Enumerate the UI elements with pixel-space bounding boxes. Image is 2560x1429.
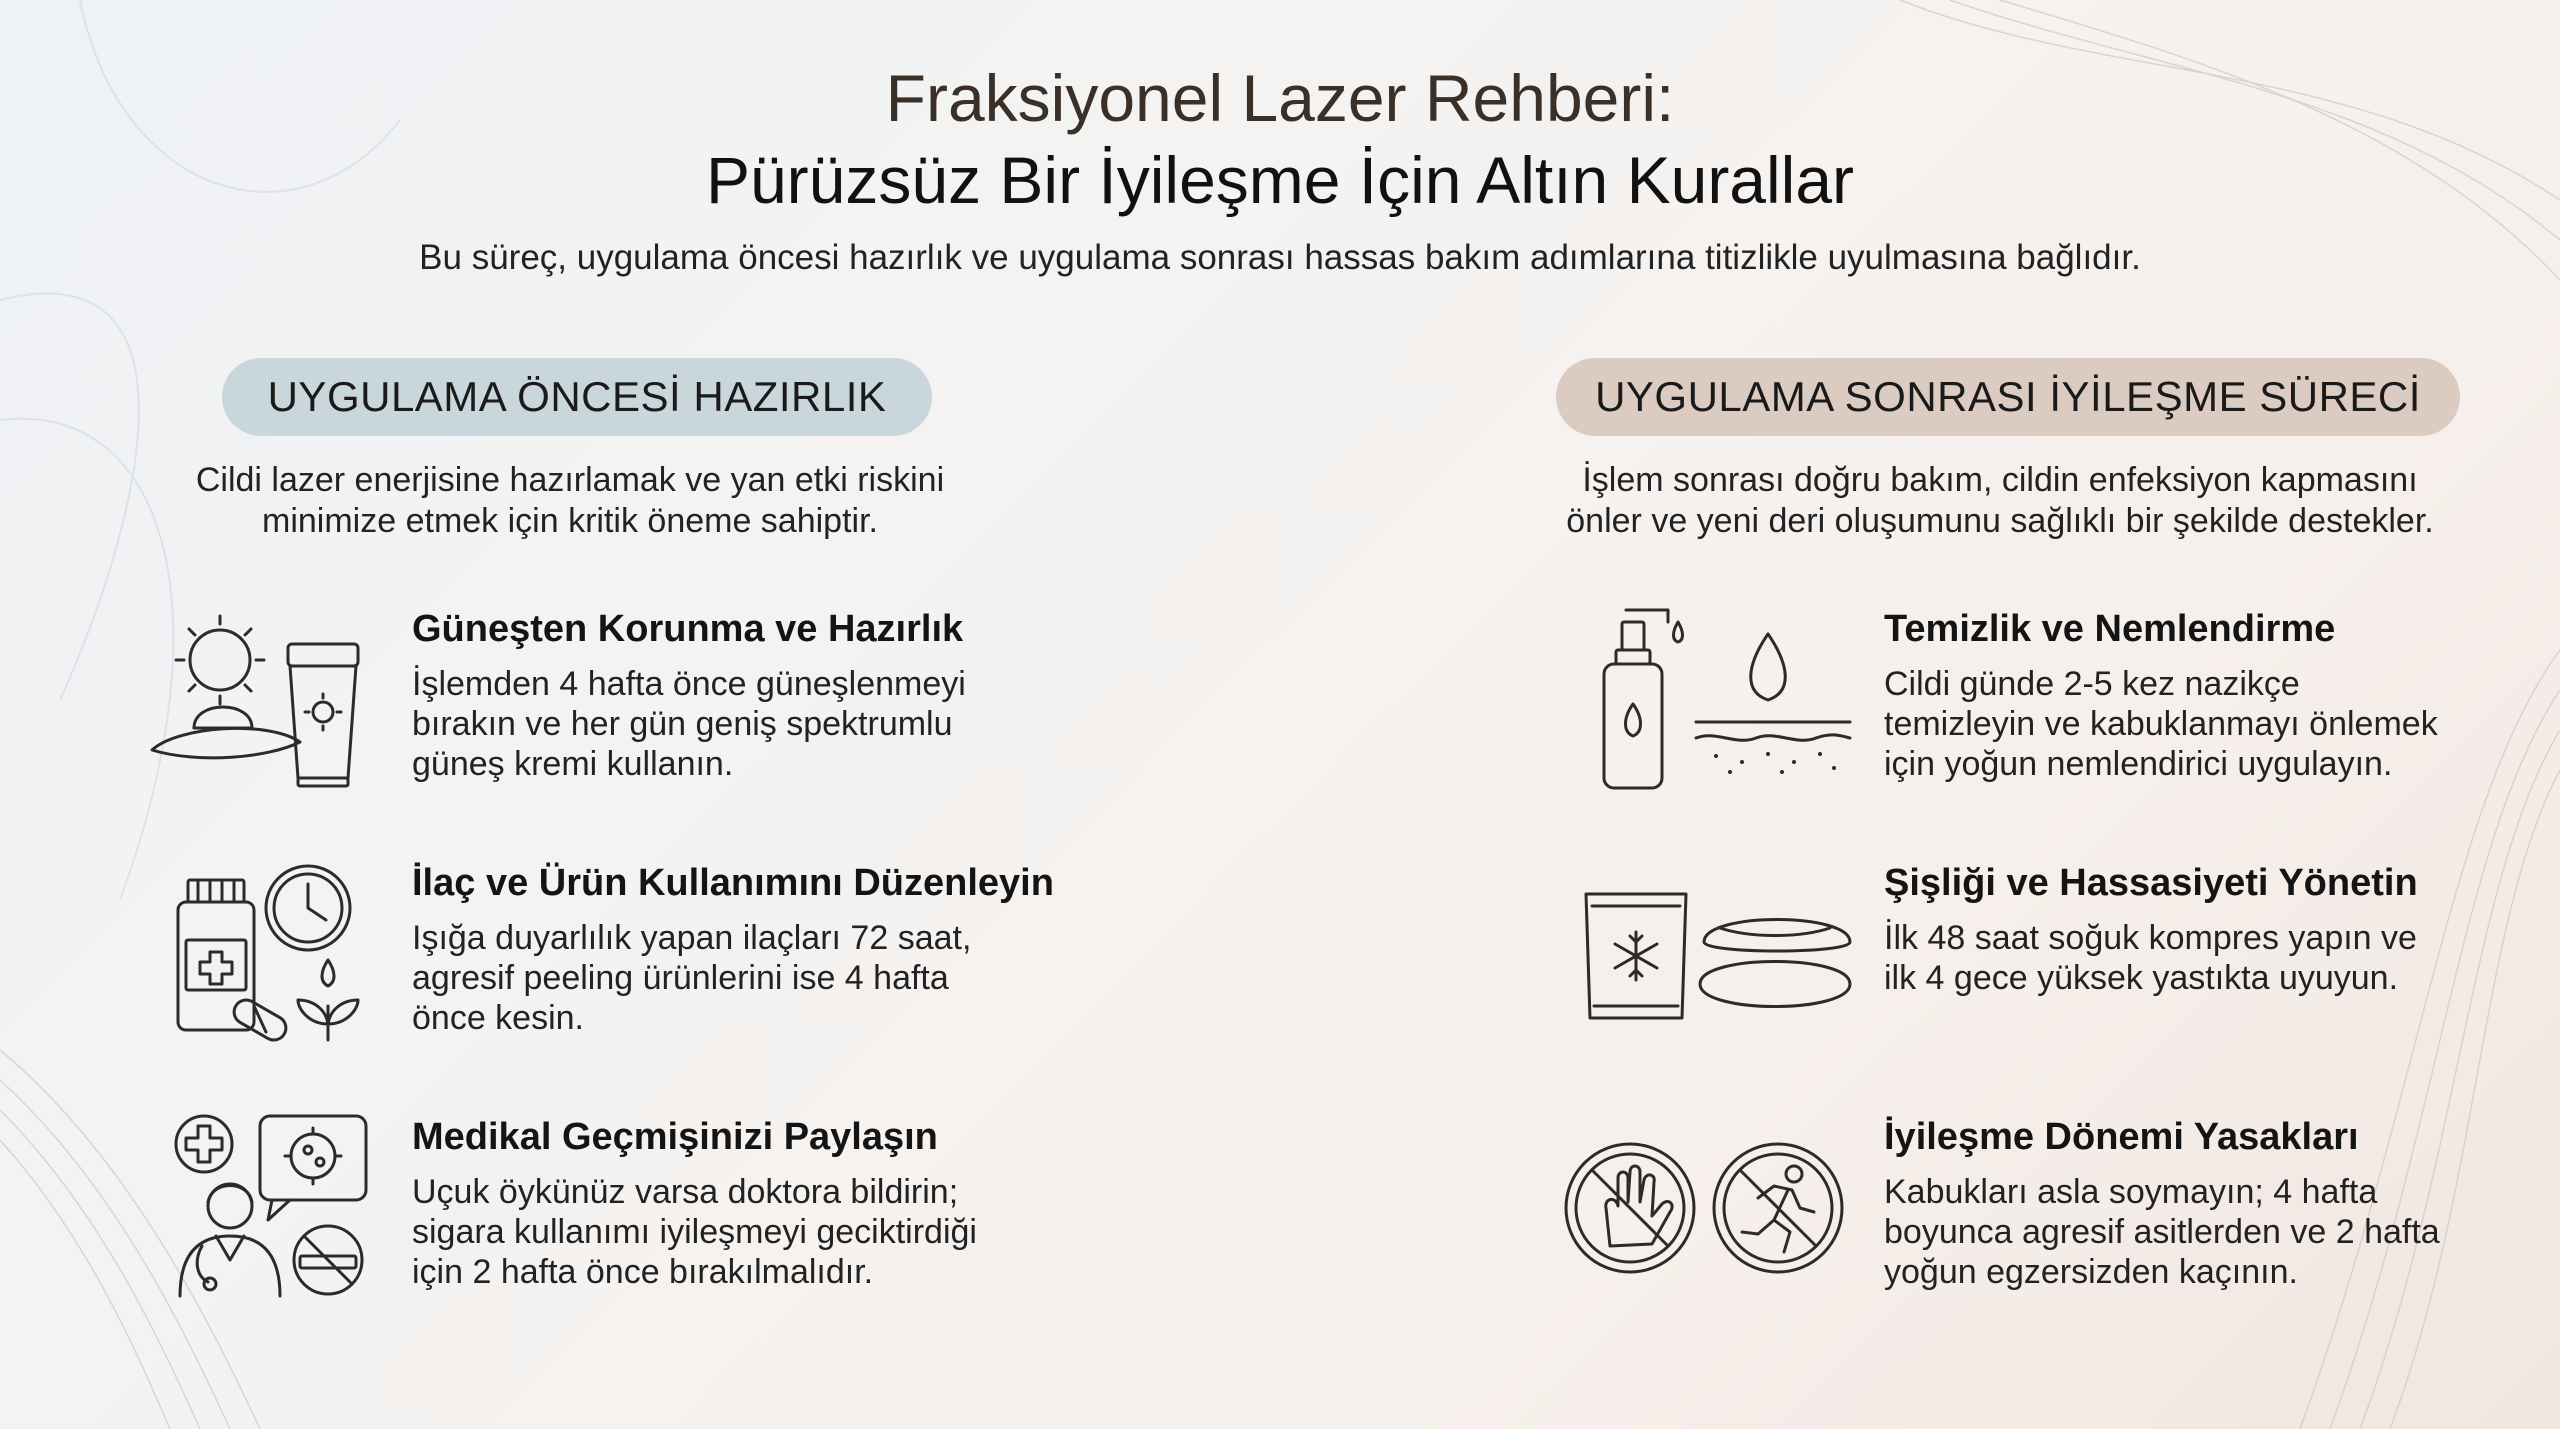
item-title: İyileşme Dönemi Yasakları [1884,1116,2359,1158]
item-title: Güneşten Korunma ve Hazırlık [412,608,964,650]
item-body: Işığa duyarlılık yapan ilaçları 72 saat, agresif peeling ürünlerini ise 4 hafta önce kesin. [412,919,972,1037]
page-subtitle: Bu süreç, uygulama öncesi hazırlık ve uygulama sonrası hassas bakım adımlarına titizlikle uyulmasına bağlıdır. [419,238,2141,277]
item-body: Cildi günde 2-5 kez nazikçe temizleyin ve kabuklanmayı önlemek için yoğun nemlendirici uygulayın. [1884,665,2438,783]
page-title-line-1: Fraksiyonel Lazer Rehberi: [885,61,1675,135]
doctor-virus-no-smoking-icon [172,1110,372,1300]
no-touch-no-running-icon [1562,1138,1848,1278]
cold-pack-pillow-icon [1580,888,1856,1024]
item-body: Uçuk öykünüz varsa doktora bildirin; sigara kullanımı iyileşmeyi geciktirdiği için 2 hafta önce bırakılmalıdır. [412,1173,977,1291]
item-body: Kabukları asla soymayın; 4 hafta boyunca agresif asitlerden ve 2 hafta yoğun egzersizden kaçının. [1884,1173,2440,1291]
sun-hat-sunscreen-icon [148,608,368,792]
item-title: Temizlik ve Nemlendirme [1884,608,2336,650]
post-treatment-heading: UYGULAMA SONRASI İYİLEŞME SÜRECİ [1556,358,2460,436]
item-title: Medikal Geçmişinizi Paylaşın [412,1116,938,1158]
medication-clock-icon [170,860,370,1044]
item-title: İlaç ve Ürün Kullanımını Düzenleyin [412,862,1054,904]
pre-treatment-intro: Cildi lazer enerjisine hazırlamak ve yan etki riskini minimize etmek için kritik öneme sahiptir. [195,461,945,540]
item-body: İşlemden 4 hafta önce güneşlenmeyi bırakın ve her gün geniş spektrumlu güneş kremi kullanın. [412,665,966,783]
pre-treatment-heading: UYGULAMA ÖNCESİ HAZIRLIK [222,358,932,436]
post-treatment-intro: İşlem sonrası doğru bakım, cildin enfeksiyon kapmasını önler ve yeni deri oluşumunu sağlıklı bir şekilde destekler. [1566,461,2434,540]
pump-bottle-droplet-icon [1596,604,1856,794]
item-title: Şişliği ve Hassasiyeti Yönetin [1884,862,2418,904]
page-title-line-2: Pürüzsüz Bir İyileşme İçin Altın Kurallar [705,143,1855,217]
item-body: İlk 48 saat soğuk kompres yapın ve ilk 4 gece yüksek yastıkta uyuyun. [1884,919,2417,997]
